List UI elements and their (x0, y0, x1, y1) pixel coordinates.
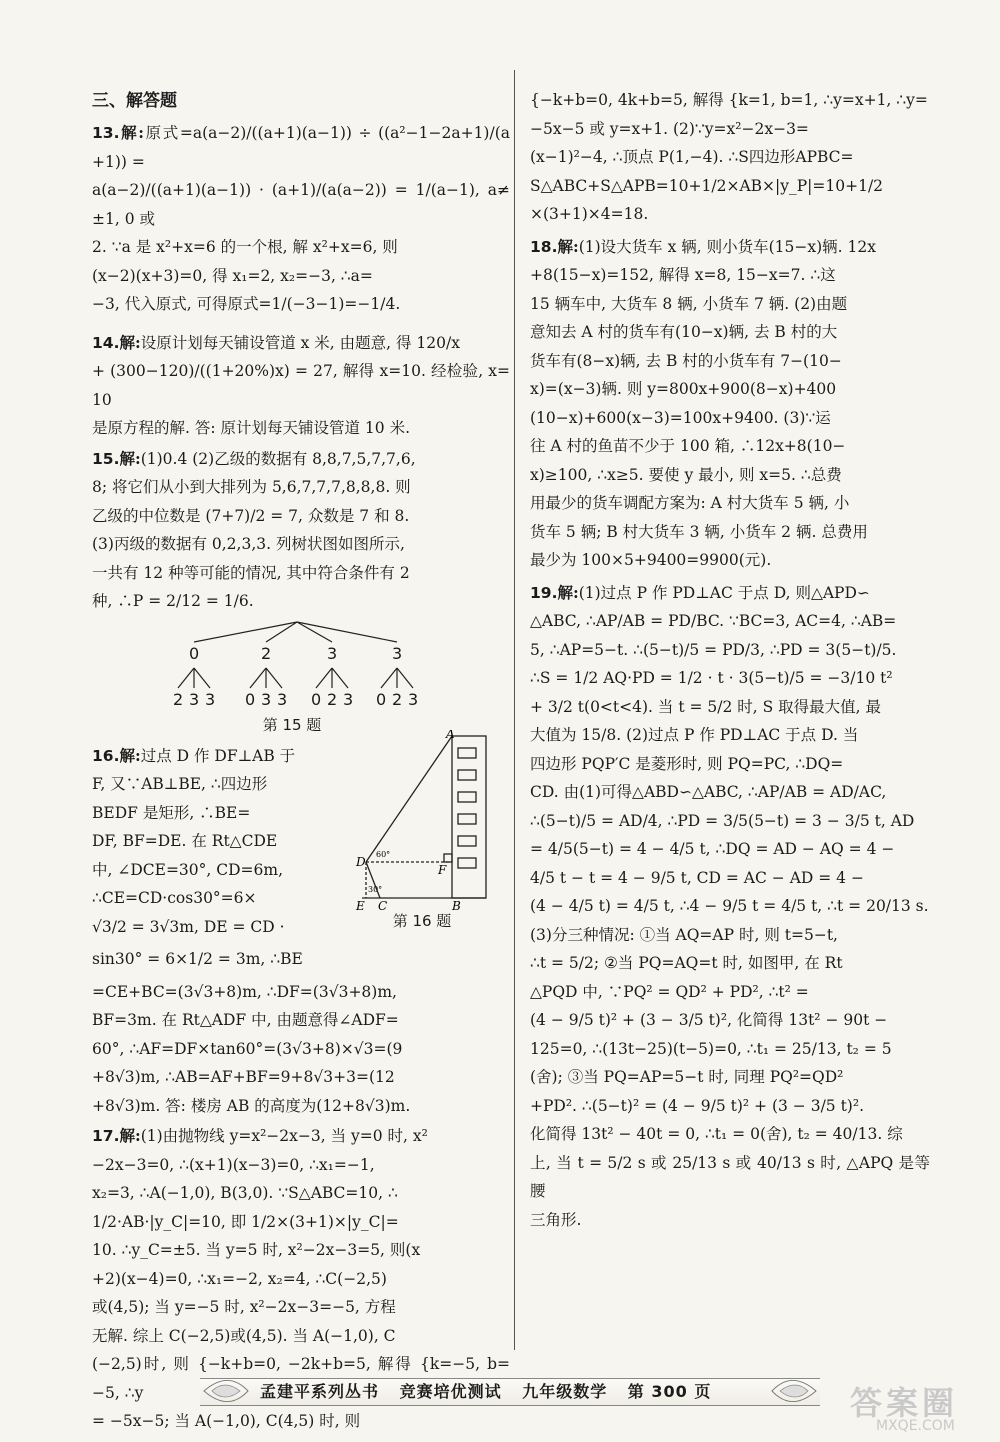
q16-line-6: √3/2 = 3√3m, DE = CD · (92, 917, 285, 936)
q19-line-17: (舍); ③当 PQ=AP=5−t 时, 同理 PQ²=QD² (530, 1068, 844, 1086)
tree-node-top-0: 0 (189, 643, 200, 663)
q16-line-0: 16.解:过点 D 作 DF⊥AB 于 (92, 745, 296, 765)
q19-line-1: △ABC, ∴AP/AB = PD/BC. ∵BC=3, AC=4, ∴AB= (530, 612, 897, 630)
footer-ornament-left-icon (200, 1372, 250, 1410)
q17-number: 17. (92, 1127, 120, 1145)
q17-line-3: 1/2·AB·|y_C|=10, 即 1/2×(3+1)×|y_C|= (92, 1212, 399, 1231)
fig-label-d: D (356, 854, 366, 869)
q18-line-9: 用最少的货车调配方案为: A 村大货车 5 辆, 小 (530, 494, 850, 512)
q17c-line-0: {−k+b=0, 4k+b=5, 解得 {k=1, b=1, ∴y=x+1, ∴y= (530, 91, 928, 109)
fig-angle-30: 30° (368, 884, 383, 894)
q15-line-5: 种, ∴P = 2/12 = 1/6. (92, 592, 254, 610)
tree-leaf-6: 0 (311, 689, 322, 709)
footer-ornament-right-icon (770, 1372, 820, 1410)
fig-label-a: A (446, 729, 455, 741)
q17-line-5: +2)(x−4)=0, ∴x₁=−2, x₂=4, ∴C(−2,5) (92, 1269, 387, 1288)
q19-line-7: CD. 由(1)可得△ABD∽△ABC, ∴AP/AB = AD/AC, (530, 783, 887, 801)
tree-leaf-9: 0 (376, 689, 387, 709)
q16-narrow-text (92, 742, 342, 974)
tree-leaf-5: 3 (277, 689, 288, 709)
q18-line-7: 往 A 村的鱼苗不少于 100 箱, ∴12x+8(10− (530, 437, 846, 455)
q19-line-10: 4/5 t − t = 4 − 9/5 t, CD = AC − AD = 4 − (530, 868, 864, 887)
q19-line-6: 四边形 PQP′C 是菱形时, 则 PQ=PC, ∴DQ= (530, 754, 844, 773)
q16-line-7: sin30° = 6×1/2 = 3m, ∴BE (92, 950, 303, 968)
q15-caption: 第 15 题 (262, 715, 322, 734)
left-column (92, 86, 510, 1438)
q18-line-1: +8(15−x)=152, 解得 x=8, 15−x=7. ∴这 (530, 266, 836, 284)
q14-number: 14. (92, 333, 120, 352)
q18-line-8: x)≥100, ∴x≥5. 要使 y 最小, 则 x=5. ∴总费 (530, 465, 842, 484)
q13-number: 13. (92, 124, 120, 142)
q16-line-2: BEDF 是矩形, ∴BE= (92, 803, 251, 822)
page-footer (200, 1372, 820, 1410)
tree-leaf-1: 3 (189, 689, 200, 709)
tree-node-top-1: 2 (261, 643, 272, 663)
q13-line-1: a(a−2)/((a+1)(a−1)) · (a+1)/(a(a−2)) = 1/(a−1), a≠±1, 0 或 (92, 181, 510, 228)
q19-line-18: +PD². ∴(5−t)² = (4 − 9/5 t)² + (3 − 3/5 t)². (530, 1096, 864, 1115)
right-column (530, 86, 930, 1236)
q15-line-0: 15.解:(1)0.4 (2)乙级的数据有 8,8,7,5,7,7,6, (92, 448, 416, 468)
tree-leaf-11: 3 (408, 689, 419, 709)
tree-leaf-4: 3 (261, 689, 272, 709)
question-13 (92, 119, 510, 319)
q19-label: 解: (557, 582, 579, 602)
fig-label-e: E (356, 898, 365, 910)
q19-line-16: 125=0, ∴(13t−25)(t−5)=0, ∴t₁ = 25/13, t₂ = 5 (530, 1039, 892, 1058)
q19-line-9: = 4/5(5−t) = 4 − 4/5 t, ∴DQ = AD − AQ = 4 − (530, 840, 895, 858)
q16-caption: 第 16 题 (392, 911, 452, 930)
q18-label: 解: (557, 236, 579, 256)
q15-number: 15. (92, 449, 120, 468)
q19-line-3: ∴S = 1/2 AQ·PD = 1/2 · t · 3(5−t)/5 = −3/10 t² (530, 669, 893, 687)
q16-full-0: =CE+BC=(3√3+8)m, ∴DF=(3√3+8)m, (92, 982, 397, 1001)
q19-line-0: 19.解:(1)过点 P 作 PD⊥AC 于点 D, 则△APD∽ (530, 582, 870, 602)
q17-line-4: 10. ∴y_C=±5. 当 y=5 时, x²−2x−3=5, 则(x (92, 1241, 421, 1259)
tree-node-top-3: 3 (392, 643, 403, 663)
question-17-continued (530, 86, 930, 229)
tree-leaf-0: 2 (173, 689, 184, 709)
q19-line-15: (4 − 9/5 t)² + (3 − 3/5 t)², 化简得 13t² − 90t − (530, 1011, 888, 1029)
q18-line-11: 最少为 100×5+9400=9900(元). (530, 551, 772, 569)
q17-line-2: x₂=3, ∴A(−1,0), B(3,0). ∵S△ABC=10, ∴ (92, 1184, 398, 1202)
q19-line-13: ∴t = 5/2; ②当 PQ=AQ=t 时, 如图甲, 在 Rt (530, 954, 843, 972)
q18-line-3: 意知去 A 村的货车有(10−x)辆, 去 B 村的大 (530, 323, 838, 341)
q16-line-5: ∴CE=CD·cos30°=6× (92, 889, 257, 907)
q13-line-0: 13.解:原式=a(a−2)/((a+1)(a−1)) ÷ ((a²−1−2a+1)/(a+1)) = (92, 123, 510, 171)
q18-number: 18. (530, 237, 558, 256)
q16-line-4: 中, ∠DCE=30°, CD=6m, (92, 860, 284, 879)
q17-label: 解: (119, 1126, 141, 1145)
q16-full-2: 60°, ∴AF=DF×tan60°=(3√3+8)×√3=(9 (92, 1039, 403, 1058)
q18-line-6: (10−x)+600(x−3)=100x+9400. (3)∵运 (530, 408, 831, 427)
tree-diagram (172, 620, 472, 740)
question-15 (92, 445, 510, 740)
q15-line-4: 一共有 12 种等可能的情况, 其中符合条件有 2 (92, 563, 410, 582)
building-figure (342, 730, 502, 935)
q15-line-2: 乙级的中位数是 (7+7)/2 = 7, 众数是 7 和 8. (92, 506, 410, 525)
q13-line-3: (x−2)(x+3)=0, 得 x₁=2, x₂=−3, ∴a= (92, 266, 373, 285)
q18-line-5: x)=(x−3)辆. 则 y=800x+900(8−x)+400 (530, 380, 837, 398)
tree-leaf-2: 3 (205, 689, 216, 709)
building-diagram (342, 730, 502, 910)
tree-node-top-2: 3 (327, 643, 338, 663)
q16-line-3: DF, BF=DE. 在 Rt△CDE (92, 832, 278, 850)
q17-line-7: 无解. 综上 C(−2,5)或(4,5). 当 A(−1,0), C (92, 1326, 396, 1345)
q14-line-1: + (300−120)/((1+20%)x) = 27, 解得 x=10. 经检验, x=10 (92, 362, 510, 409)
tree-leaf-8: 3 (343, 689, 354, 709)
q16-line-1: F, 又∵AB⊥BE, ∴四边形 (92, 775, 268, 793)
q19-line-2: 5, ∴AP=5−t. ∴(5−t)/5 = PD/3, ∴PD = 3(5−t)/5. (530, 640, 897, 659)
q19-line-21: 三角形. (530, 1210, 582, 1229)
fig-angle-60: 60° (376, 849, 391, 859)
footer-grade: 九年级数学 (522, 1382, 608, 1401)
q18-line-0: 18.解:(1)设大货车 x 辆, 则小货车(15−x)辆. 12x (530, 236, 876, 256)
tree-leaf-7: 2 (327, 689, 338, 709)
q14-label: 解: (119, 332, 141, 352)
footer-book: 竞赛培优测试 (399, 1382, 502, 1401)
q13-label: 解: (119, 123, 144, 142)
q17-line-0: 17.解:(1)由抛物线 y=x²−2x−3, 当 y=0 时, x² (92, 1126, 428, 1145)
question-14 (92, 329, 510, 443)
q15-label: 解: (119, 448, 141, 468)
section-title: 三、解答题 (92, 91, 177, 111)
q19-line-5: 大值为 15/8. (2)过点 P 作 PD⊥AC 于点 D. 当 (530, 726, 859, 744)
q17-line-9: = −5x−5; 当 A(−1,0), C(4,5) 时, 则 (92, 1412, 361, 1430)
q16-full-1: BF=3m. 在 Rt△ADF 中, 由题意得∠ADF= (92, 1011, 399, 1029)
q17c-line-1: −5x−5 或 y=x+1. (2)∵y=x²−2x−3= (530, 119, 809, 138)
q17-line-6: 或(4,5); 当 y=−5 时, x²−2x−3=−5, 方程 (92, 1298, 396, 1316)
tree-leaf-3: 0 (245, 689, 256, 709)
q19-line-20: 上, 当 t = 5/2 s 或 25/13 s 或 40/13 s 时, △APQ 是等腰 (530, 1153, 930, 1200)
q19-line-11: (4 − 4/5 t) = 4/5 t, ∴4 − 9/5 t = 4/5 t, ∴t = 20/13 s. (530, 897, 929, 915)
q19-line-19: 化简得 13t² − 40t = 0, ∴t₁ = 0(舍), t₂ = 40/13. 综 (530, 1125, 903, 1143)
q18-line-4: 货车有(8−x)辆, 去 B 村的小货车有 7−(10− (530, 351, 842, 370)
q19-line-14: △PQD 中, ∵PQ² = QD² + PD², ∴t² = (530, 982, 809, 1001)
q17c-line-4: ×(3+1)×4=18. (530, 205, 649, 223)
q17-line-8: (−2,5)时, 则 {−k+b=0, −2k+b=5, 解得 {k=−5, b=−5, ∴y (92, 1355, 510, 1402)
q19-line-12: (3)分三种情况: ①当 AQ=AP 时, 则 t=5−t, (530, 925, 838, 944)
tree-leaf-10: 2 (392, 689, 403, 709)
q19-number: 19. (530, 583, 558, 602)
q15-line-1: 8; 将它们从小到大排列为 5,6,7,7,7,8,8,8. 则 (92, 478, 411, 496)
watermark-cn: 答案圈 (850, 1384, 959, 1422)
footer-page: 第 300 页 (627, 1382, 712, 1401)
watermark-en: MXQE.COM (876, 1418, 955, 1434)
fig-label-f: F (438, 862, 447, 877)
q16-label: 解: (119, 745, 141, 765)
q15-line-3: (3)丙级的数据有 0,2,3,3. 列树状图如图所示, (92, 535, 405, 553)
q16-full-3: +8√3)m, ∴AB=AF+BF=9+8√3+3=(12 (92, 1068, 395, 1086)
q17-line-1: −2x−3=0, ∴(x+1)(x−3)=0, ∴x₁=−1, (92, 1155, 375, 1174)
tree-lines (172, 620, 472, 720)
q16-number: 16. (92, 746, 120, 765)
q17c-line-2: (x−1)²−4, ∴顶点 P(1,−4). ∴S四边形APBC= (530, 148, 854, 166)
q17c-line-3: S△ABC+S△APB=10+1/2×AB×|y_P|=10+1/2 (530, 176, 884, 195)
footer-text (260, 1379, 760, 1402)
question-19 (530, 579, 930, 1235)
column-divider (514, 70, 515, 1350)
footer-series: 孟建平系列丛书 (260, 1382, 380, 1401)
question-18 (530, 233, 930, 575)
q19-line-4: + 3/2 t(0<t<4). 当 t = 5/2 时, S 取得最大值, 最 (530, 697, 882, 716)
fig-label-c: C (378, 898, 388, 910)
q18-line-2: 15 辆车中, 大货车 8 辆, 小货车 7 辆. (2)由题 (530, 294, 848, 313)
q18-line-10: 货车 5 辆; B 村大货车 3 辆, 小货车 2 辆. 总费用 (530, 522, 868, 541)
q19-line-8: ∴(5−t)/5 = AD/4, ∴PD = 3/5(5−t) = 3 − 3/5 t, AD (530, 811, 915, 830)
q13-line-4: −3, 代入原式, 可得原式=1/(−3−1)=−1/4. (92, 295, 401, 313)
q14-line-0: 14.解:设原计划每天铺设管道 x 米, 由题意, 得 120/x (92, 332, 460, 352)
question-16 (92, 729, 510, 1121)
fig-label-b: B (452, 898, 461, 910)
q16-full-4: +8√3)m. 答: 楼房 AB 的高度为(12+8√3)m. (92, 1096, 411, 1115)
watermark-logo (840, 1378, 980, 1436)
q14-line-2: 是原方程的解. 答: 原计划每天铺设管道 10 米. (92, 419, 411, 437)
q13-line-2: 2. ∵a 是 x²+x=6 的一个根, 解 x²+x=6, 则 (92, 238, 398, 256)
